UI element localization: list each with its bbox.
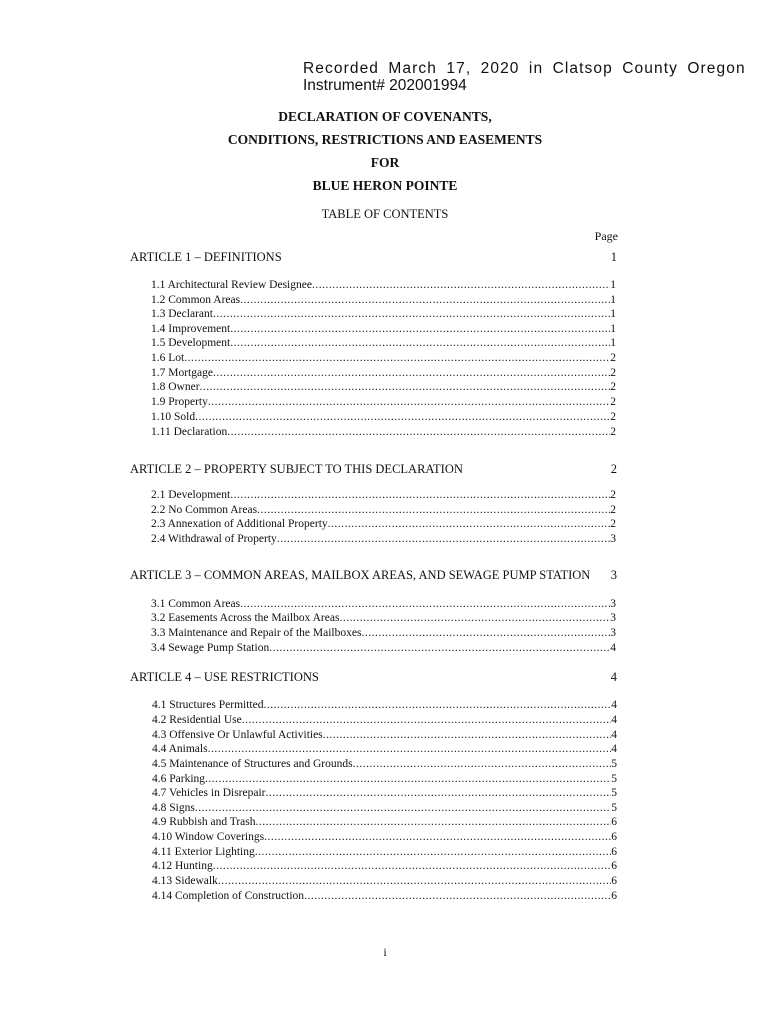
title-line-1: DECLARATION OF COVENANTS, [278,109,492,124]
toc-entry [152,742,617,756]
entry-page: 2 [610,411,616,423]
leader-dots [240,597,610,611]
toc-entry [151,517,616,531]
entry-label: 4.6 Parking [152,773,206,785]
entry-label: 4.5 Maintenance of Structures and Grounds [152,758,353,770]
toc-entry [151,488,616,502]
leader-dots [230,488,610,502]
toc-entry [151,532,616,546]
leader-dots [269,641,610,655]
entry-label: 1.9 Property [151,396,208,408]
entry-page: 3 [610,627,616,639]
entry-label: 4.9 Rubbish and Trash [152,816,256,828]
entry-page: 3 [610,533,616,545]
entry-label: 4.1 Structures Permitted [152,699,264,711]
article-page: 4 [610,670,617,684]
toc-entry [151,503,616,517]
entry-page: 2 [610,489,616,501]
entry-label: 4.11 Exterior Lighting [152,846,255,858]
entry-label: 2.4 Withdrawal of Property [151,533,277,545]
leader-dots [353,757,612,771]
entry-page: 4 [611,729,617,741]
entry-page: 2 [610,381,616,393]
entry-page: 2 [610,367,616,379]
entry-page: 5 [611,787,617,799]
article-heading [130,250,617,265]
title-line-3: FOR [370,155,400,170]
leader-dots [339,611,610,625]
entry-label: 3.4 Sewage Pump Station [151,642,270,654]
entry-label: 1.3 Declarant [151,308,213,320]
entry-page: 6 [611,846,617,858]
title-line-4: BLUE HERON POINTE [312,178,458,193]
toc-entry [151,307,616,321]
entry-page: 6 [611,890,617,902]
toc-heading: TABLE OF CONTENTS [321,207,449,221]
recording-line: Recorded March 17, 2020 in Clatsop County Oregon [303,60,746,77]
entry-page: 2 [610,352,616,364]
entry-page: 2 [610,396,616,408]
article-title: ARTICLE 2 – PROPERTY SUBJECT TO THIS DECLARATION [130,462,463,476]
toc-entry [151,351,616,365]
entry-page: 5 [611,802,617,814]
leader-dots [328,517,611,531]
entry-label: 3.3 Maintenance and Repair of the Mailboxes [151,627,362,639]
toc-entry [152,815,617,829]
toc-entry [152,874,617,888]
toc-entry [151,380,616,394]
toc-entry [152,801,617,815]
entry-label: 4.13 Sidewalk [152,875,218,887]
instrument-number: Instrument# 202001994 [303,77,467,94]
article-title: ARTICLE 4 – USE RESTRICTIONS [130,670,319,684]
leader-dots [240,293,610,307]
leader-dots [323,728,612,742]
entry-label: 4.12 Hunting [152,860,213,872]
leader-dots [208,742,612,756]
leader-dots [257,503,610,517]
leader-dots [184,351,610,365]
leader-dots [208,395,610,409]
article-heading [130,568,617,583]
entry-label: 4.2 Residential Use [152,714,242,726]
toc-entry [151,425,616,439]
entry-label: 4.10 Window Coverings [152,831,265,843]
article-title: ARTICLE 3 – COMMON AREAS, MAILBOX AREAS, AND SEWAGE PUMP STATION [130,568,591,582]
entry-label: 2.2 No Common Areas [151,504,258,516]
entry-page: 1 [610,294,616,306]
toc-entry [151,278,616,292]
toc-entry [151,336,616,350]
recording-stamp [303,60,746,94]
leader-dots [205,772,611,786]
leader-dots [227,425,610,439]
entry-label: 2.3 Annexation of Additional Property [151,518,328,530]
entry-page: 6 [611,831,617,843]
entry-label: 1.6 Lot [151,352,185,364]
article-heading [130,462,617,477]
entry-label: 1.7 Mortgage [151,367,213,379]
toc-entry [152,830,617,844]
leader-dots [264,830,611,844]
entry-page: 1 [610,323,616,335]
leader-dots [263,698,611,712]
entry-page: 2 [610,504,616,516]
toc-entry [151,293,616,307]
toc-entry [151,611,616,625]
entry-page: 4 [610,642,616,654]
entry-page: 6 [611,860,617,872]
entry-label: 1.8 Owner [151,381,200,393]
leader-dots [213,366,610,380]
entry-label: 4.4 Animals [152,743,208,755]
entry-page: 1 [610,279,616,291]
entry-label: 1.11 Declaration [151,426,228,438]
toc-entry [151,395,616,409]
leader-dots [256,815,612,829]
entry-label: 3.2 Easements Across the Mailbox Areas [151,612,340,624]
toc-entry [151,410,616,424]
toc-entry [152,757,617,771]
toc-entry [152,728,617,742]
leader-dots [195,410,610,424]
leader-dots [255,845,612,859]
leader-dots [265,786,611,800]
toc-entry [152,772,617,786]
leader-dots [200,380,611,394]
entry-page: 5 [611,758,617,770]
leader-dots [218,874,611,888]
leader-dots [213,859,612,873]
article-page: 3 [610,568,617,582]
leader-dots [242,713,612,727]
article-heading [130,670,617,685]
entry-label: 4.3 Offensive Or Unlawful Activities [152,729,323,741]
toc-entry [152,698,617,712]
page-number: i [383,945,387,959]
toc-entry [152,889,617,903]
article-page: 1 [610,250,617,264]
article-page: 2 [610,462,617,476]
title-line-2: CONDITIONS, RESTRICTIONS AND EASEMENTS [227,132,543,147]
entry-label: 2.1 Development [151,489,231,501]
entry-label: 1.2 Common Areas [151,294,241,306]
toc-entry [151,597,616,611]
toc-entry [151,641,616,655]
toc-entry [151,626,616,640]
entry-label: 1.5 Development [151,337,231,349]
entry-label: 4.14 Completion of Construction [152,890,305,902]
entry-label: 1.4 Improvement [151,323,231,335]
leader-dots [213,307,610,321]
article-title: ARTICLE 1 – DEFINITIONS [130,250,282,264]
toc-entry [151,322,616,336]
toc-entry [152,713,617,727]
entry-page: 5 [611,773,617,785]
entry-label: 3.1 Common Areas [151,598,241,610]
leader-dots [195,801,611,815]
entry-label: 4.8 Signs [152,802,195,814]
leader-dots [230,336,610,350]
toc-entry [151,366,616,380]
entry-page: 3 [610,598,616,610]
entry-label: 1.1 Architectural Review Designee [151,279,312,291]
entry-page: 6 [611,875,617,887]
entry-page: 3 [610,612,616,624]
entry-page: 6 [611,816,617,828]
entry-page: 4 [611,699,617,711]
toc-entry [152,845,617,859]
entry-label: 4.7 Vehicles in Disrepair [152,787,266,799]
entry-label: 1.10 Sold [151,411,196,423]
page-column-heading: Page [594,229,618,243]
leader-dots [304,889,611,903]
entry-page: 4 [611,714,617,726]
toc-entry [152,859,617,873]
entry-page: 1 [610,337,616,349]
entry-page: 2 [610,426,616,438]
leader-dots [312,278,610,292]
entry-page: 4 [611,743,617,755]
toc-entry [152,786,617,800]
leader-dots [277,532,610,546]
leader-dots [361,626,610,640]
leader-dots [230,322,610,336]
entry-page: 2 [610,518,616,530]
entry-page: 1 [610,308,616,320]
